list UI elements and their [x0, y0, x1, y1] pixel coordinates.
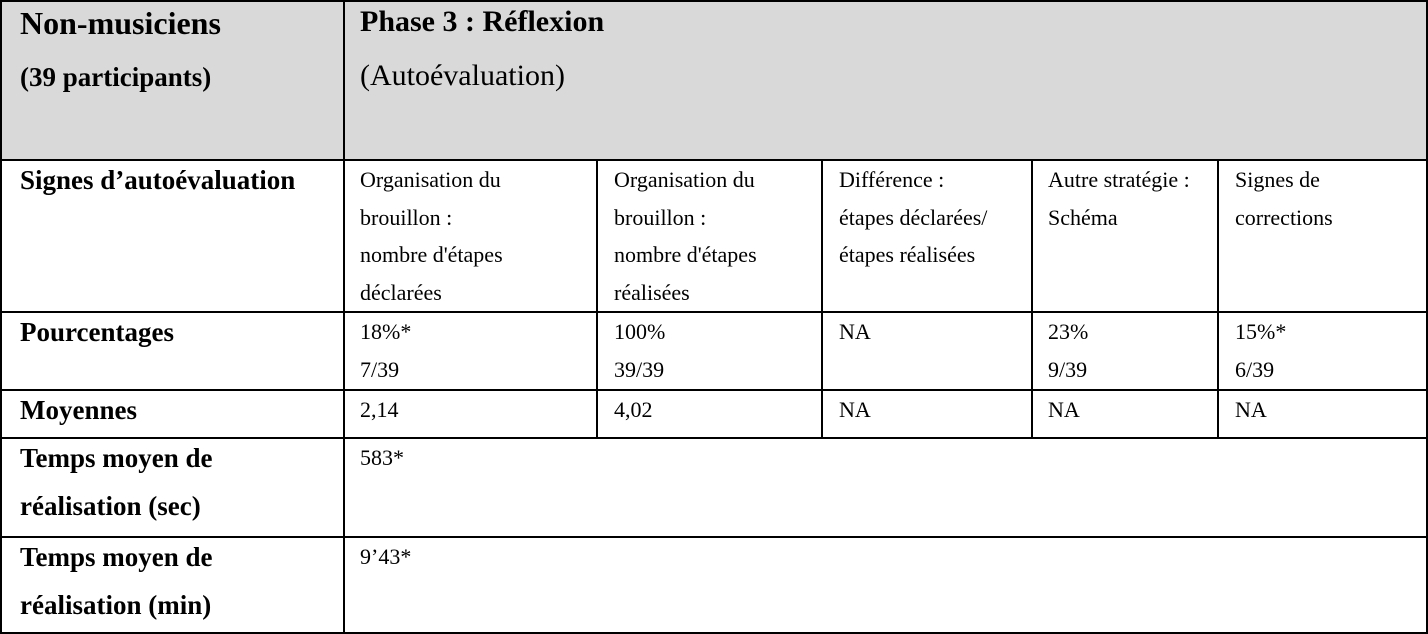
percentages-row-label: Pourcentages [20, 317, 174, 347]
time-min-label-line: réalisation (min) [20, 590, 212, 620]
percentages-cell [345, 313, 598, 391]
group-title: Non-musiciens [20, 5, 221, 41]
cell-line: 39/39 [614, 356, 665, 382]
cell-line: 9/39 [1048, 356, 1088, 382]
group-subtitle: (39 participants) [20, 62, 212, 92]
signs-cell-difference [823, 161, 1033, 313]
time-min-value-cell [345, 538, 1428, 634]
cell-line: 15%* [1235, 319, 1287, 344]
header-group-cell [2, 2, 345, 161]
cell-line: brouillon : [360, 204, 453, 230]
cell-line: 4,02 [614, 397, 653, 422]
cell-line: brouillon : [614, 204, 707, 230]
phase-title: Phase 3 : Réflexion [360, 5, 605, 38]
signs-cell-realized-steps [598, 161, 823, 313]
percentages-row-label-cell [2, 313, 345, 391]
percentages-cell [1219, 313, 1428, 391]
signs-cell-declared-steps [345, 161, 598, 313]
means-cell [823, 391, 1033, 439]
cell-line: étapes déclarées/ [839, 204, 988, 230]
phase-subtitle: (Autoévaluation) [360, 59, 565, 92]
cell-line: Organisation du [614, 167, 755, 192]
time-min-value: 9’43* [360, 544, 412, 569]
cell-line: nombre d'étapes [614, 242, 757, 267]
cell-line: Schéma [1048, 204, 1118, 230]
cell-line: étapes réalisées [839, 242, 976, 267]
time-min-label-line: Temps moyen de [20, 542, 213, 572]
time-sec-label-line: Temps moyen de [20, 443, 213, 473]
cell-line: nombre d'étapes [360, 242, 503, 267]
cell-line: Autre stratégie : [1048, 167, 1190, 192]
signs-row-label-cell [2, 161, 345, 313]
means-cell [598, 391, 823, 439]
means-row-label: Moyennes [20, 395, 137, 425]
signs-cell-other-strategy [1033, 161, 1219, 313]
cell-line: déclarées [360, 279, 442, 305]
cell-line: 100% [614, 319, 666, 344]
cell-line: corrections [1235, 204, 1333, 230]
cell-line: réalisées [614, 279, 690, 305]
cell-line: NA [839, 319, 871, 344]
signs-row-label: Signes d’autoévaluation [20, 165, 296, 195]
cell-line: Différence : [839, 167, 945, 192]
time-sec-value-cell [345, 439, 1428, 538]
percentages-cell [598, 313, 823, 391]
cell-line: 23% [1048, 319, 1089, 344]
cell-line: 6/39 [1235, 356, 1275, 382]
time-min-row-label-cell [2, 538, 345, 634]
cell-line: 7/39 [360, 356, 400, 382]
cell-line: Organisation du [360, 167, 501, 192]
header-phase-cell [345, 2, 1428, 161]
cell-line: NA [839, 397, 871, 422]
means-cell [1033, 391, 1219, 439]
cell-line: 2,14 [360, 397, 399, 422]
cell-line: Signes de [1235, 167, 1320, 192]
means-cell [1219, 391, 1428, 439]
means-row-label-cell [2, 391, 345, 439]
time-sec-label-line: réalisation (sec) [20, 491, 201, 521]
cell-line: 18%* [360, 319, 412, 344]
cell-line: NA [1235, 397, 1267, 422]
percentages-cell [823, 313, 1033, 391]
signs-cell-corrections [1219, 161, 1428, 313]
percentages-cell [1033, 313, 1219, 391]
time-sec-value: 583* [360, 445, 404, 470]
means-cell [345, 391, 598, 439]
cell-line: NA [1048, 397, 1080, 422]
time-sec-row-label-cell [2, 439, 345, 538]
